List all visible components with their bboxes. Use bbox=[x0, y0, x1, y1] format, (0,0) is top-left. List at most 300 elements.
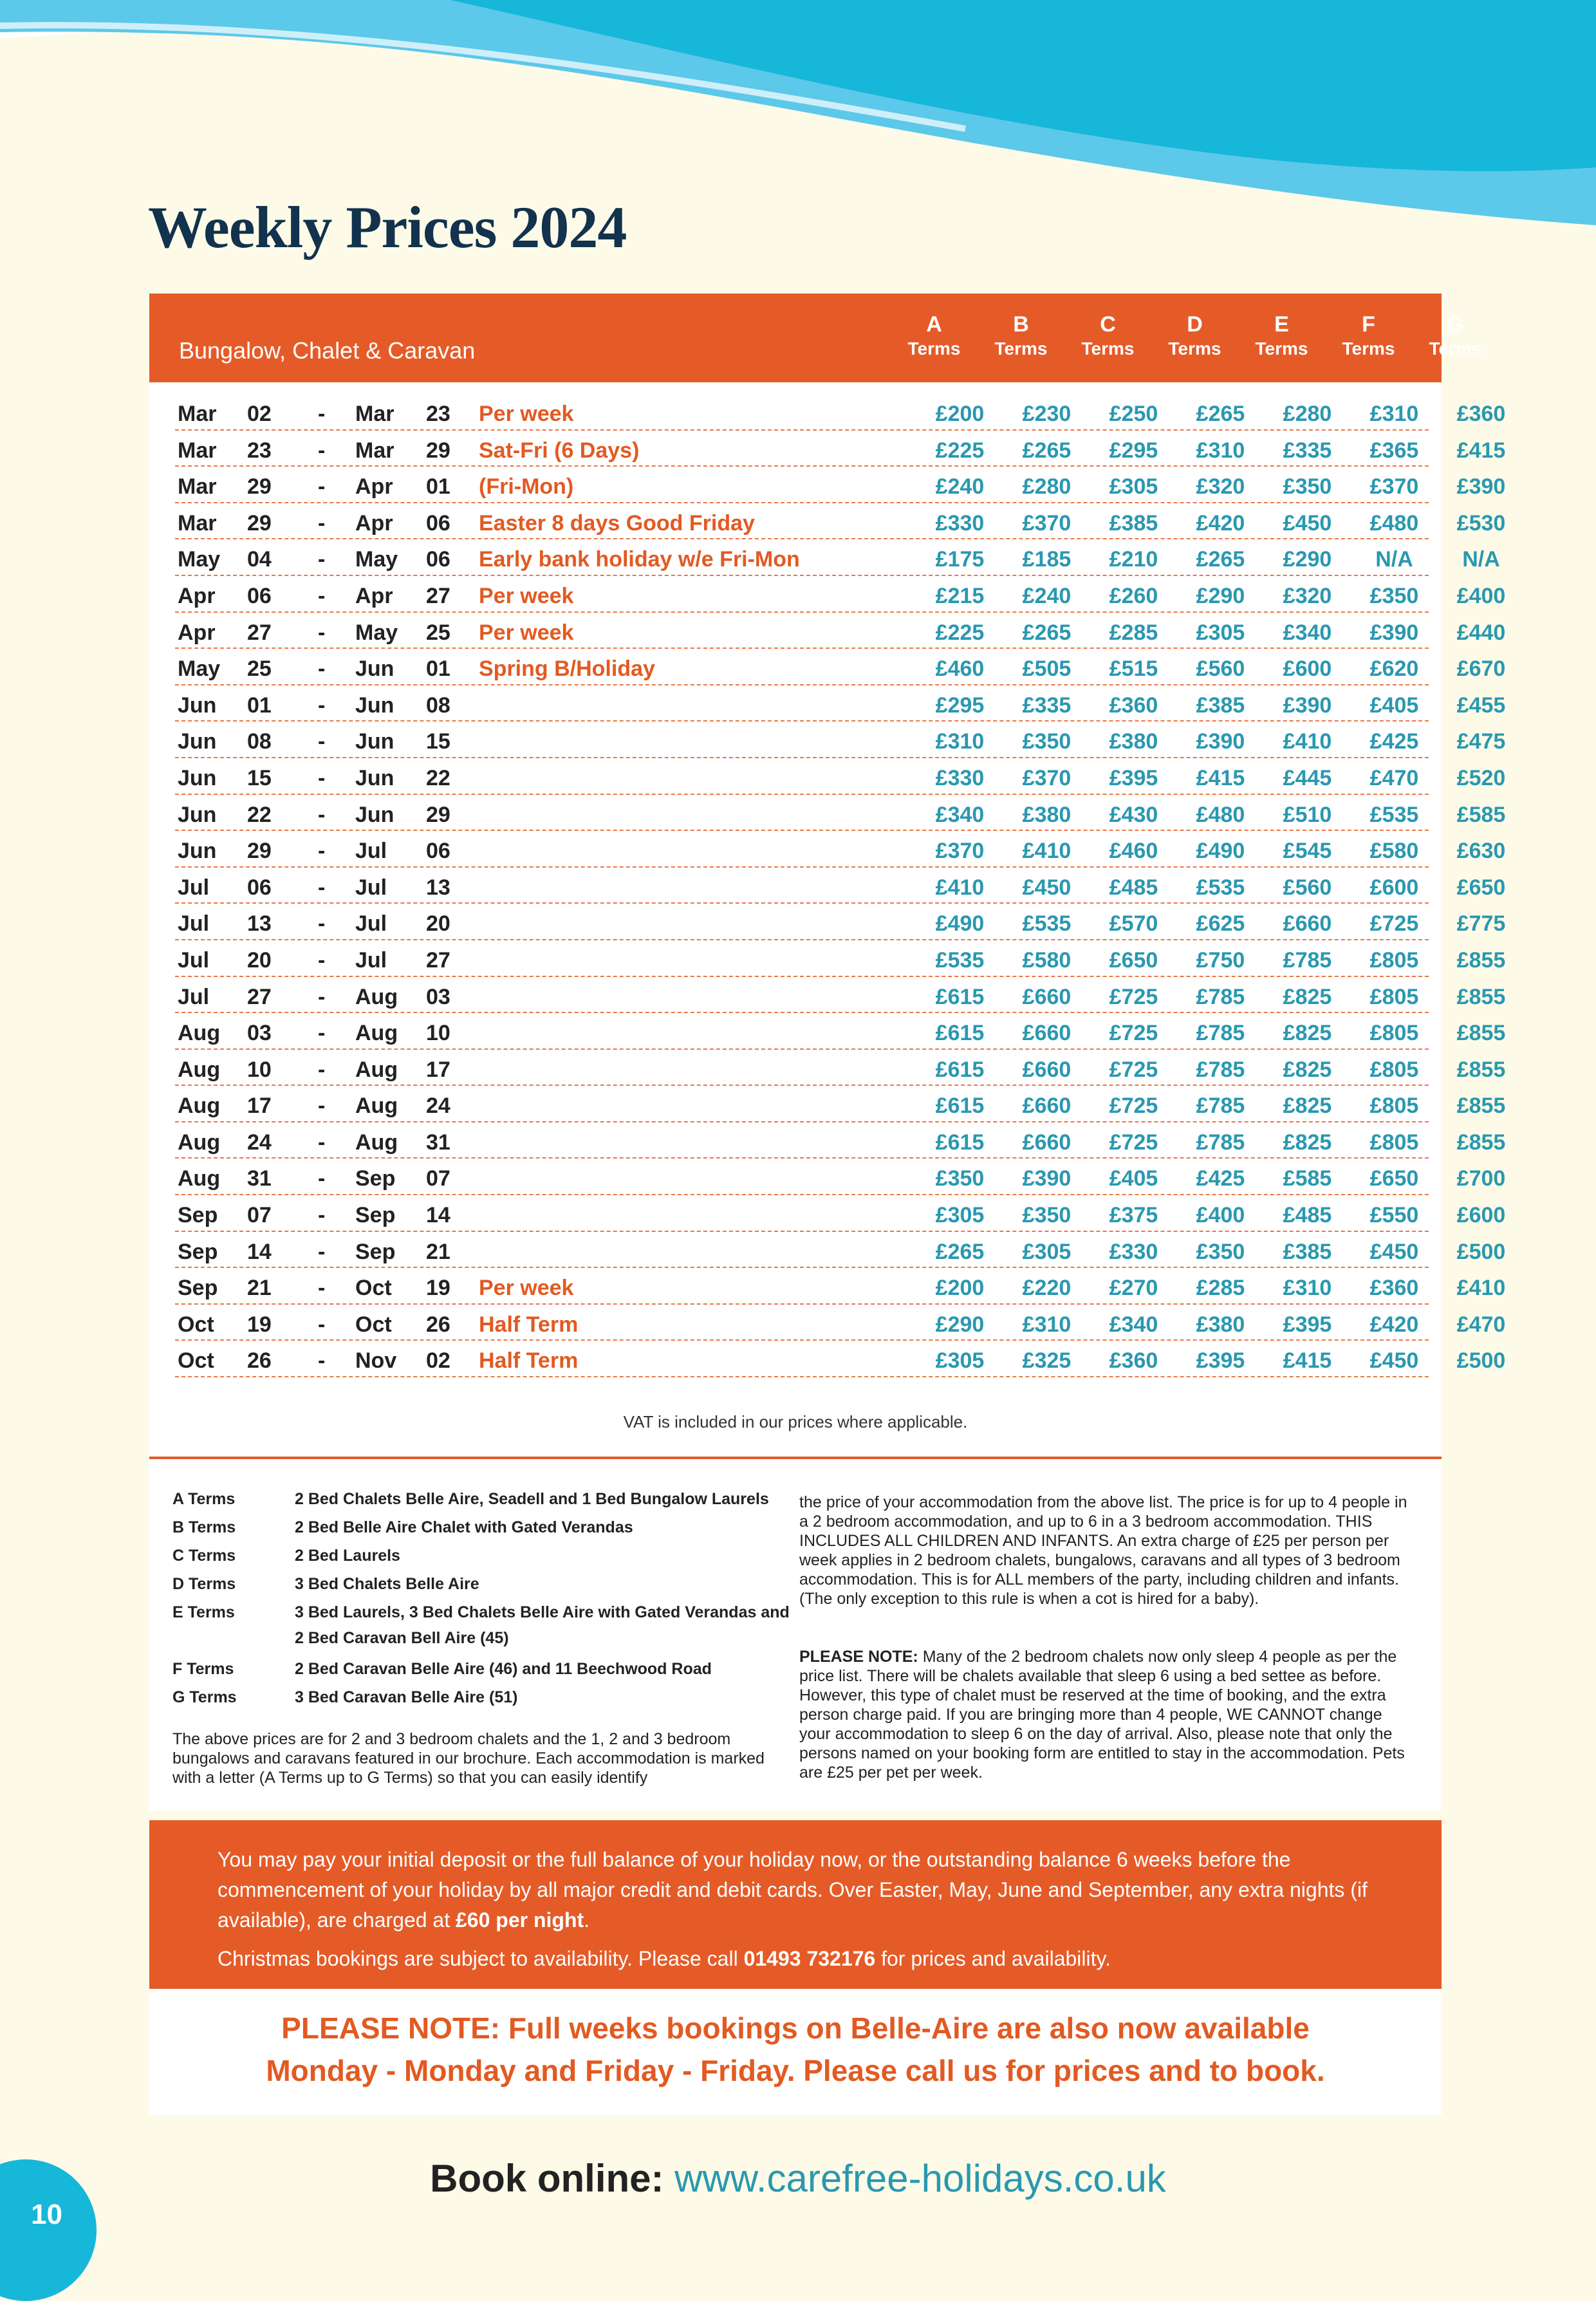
cell-price: £620 bbox=[1369, 657, 1419, 682]
cell-price: £855 bbox=[1456, 1057, 1506, 1082]
cell-price: £220 bbox=[1022, 1276, 1072, 1301]
cell-price: £785 bbox=[1196, 984, 1245, 1009]
table-row bbox=[175, 539, 1500, 576]
cell-price: £520 bbox=[1456, 765, 1506, 790]
table-row bbox=[175, 503, 1506, 540]
cell-d2: 10 bbox=[426, 1021, 450, 1046]
cell-note: Spring B/Holiday bbox=[479, 657, 655, 682]
table-row bbox=[175, 613, 1506, 649]
table-row bbox=[175, 394, 1506, 431]
cell-d1: 29 bbox=[247, 510, 272, 536]
cell-price: £200 bbox=[935, 402, 985, 426]
table-row bbox=[175, 649, 1506, 685]
cell-d2: 27 bbox=[426, 947, 450, 973]
cell-price: £370 bbox=[1022, 510, 1072, 536]
book-online-label: Book online: bbox=[430, 2157, 664, 2200]
date-separator: - bbox=[318, 1021, 326, 1046]
cell-price: £805 bbox=[1369, 1057, 1419, 1082]
cell-m2: Mar bbox=[355, 438, 394, 463]
cell-price: £535 bbox=[1022, 911, 1072, 936]
cell-m1: Apr bbox=[178, 583, 216, 608]
cell-d1: 27 bbox=[247, 984, 272, 1009]
cell-d1: 01 bbox=[247, 693, 272, 718]
cell-d2: 20 bbox=[426, 911, 450, 936]
cell-d2: 01 bbox=[426, 474, 450, 499]
cell-price: £785 bbox=[1196, 1057, 1245, 1082]
cell-d2: 19 bbox=[426, 1276, 450, 1301]
cell-price: £310 bbox=[1283, 1276, 1332, 1301]
cell-m2: Nov bbox=[355, 1348, 397, 1374]
cell-price: £325 bbox=[1022, 1348, 1072, 1374]
cell-d2: 21 bbox=[426, 1239, 450, 1264]
christmas-prefix: Christmas bookings are subject to availability. Please call bbox=[218, 1947, 738, 1970]
column-letter: A bbox=[926, 312, 942, 337]
cell-price: £410 bbox=[1456, 1276, 1506, 1301]
cell-price: £825 bbox=[1283, 984, 1332, 1009]
cell-price: £410 bbox=[935, 875, 985, 900]
cell-d2: 13 bbox=[426, 875, 450, 900]
cell-price: £615 bbox=[935, 1057, 985, 1082]
cell-m2: Sep bbox=[355, 1203, 396, 1228]
cell-price: £415 bbox=[1196, 765, 1245, 790]
column-terms: Terms bbox=[1081, 339, 1135, 359]
date-separator: - bbox=[318, 875, 326, 900]
cell-note: Per week bbox=[479, 620, 574, 645]
date-separator: - bbox=[318, 1312, 326, 1337]
table-row bbox=[175, 758, 1506, 795]
cell-price: £390 bbox=[1456, 474, 1506, 499]
terms-legend-card bbox=[149, 1459, 1442, 1811]
table-row bbox=[175, 1013, 1506, 1050]
date-separator: - bbox=[318, 1057, 326, 1082]
cell-price: £445 bbox=[1283, 765, 1332, 790]
cell-price: £660 bbox=[1283, 911, 1332, 936]
cell-price: £700 bbox=[1456, 1166, 1506, 1191]
terms-description: 3 Bed Chalets Belle Aire bbox=[295, 1575, 479, 1593]
date-separator: - bbox=[318, 839, 326, 864]
cell-m2: Oct bbox=[355, 1312, 392, 1337]
date-separator: - bbox=[318, 984, 326, 1009]
cell-price: £530 bbox=[1456, 510, 1506, 536]
cell-price: £725 bbox=[1109, 1021, 1158, 1046]
date-separator: - bbox=[318, 474, 326, 499]
cell-price: N/A bbox=[1462, 547, 1500, 572]
cell-price: £290 bbox=[1283, 547, 1332, 572]
cell-price: £585 bbox=[1456, 802, 1506, 827]
page-number: 10 bbox=[31, 2199, 62, 2230]
cell-note: Half Term bbox=[479, 1348, 579, 1374]
column-letter: B bbox=[1013, 312, 1029, 337]
cell-m1: Mar bbox=[178, 474, 217, 499]
cell-price: £350 bbox=[1196, 1239, 1245, 1264]
terms-description: 2 Bed Belle Aire Chalet with Gated Verandas bbox=[295, 1518, 633, 1536]
cell-price: £405 bbox=[1369, 693, 1419, 718]
cell-price: £600 bbox=[1369, 875, 1419, 900]
cell-m2: Aug bbox=[355, 984, 398, 1009]
cell-d1: 24 bbox=[247, 1130, 272, 1155]
cell-d2: 17 bbox=[426, 1057, 450, 1082]
cell-d2: 03 bbox=[426, 984, 450, 1009]
cell-m1: May bbox=[178, 657, 221, 682]
date-separator: - bbox=[318, 1166, 326, 1191]
cell-price: £855 bbox=[1456, 947, 1506, 973]
table-header-title: Bungalow, Chalet & Caravan bbox=[179, 337, 476, 364]
cell-m1: Aug bbox=[178, 1166, 221, 1191]
cell-d1: 19 bbox=[247, 1312, 272, 1337]
cell-note: Easter 8 days Good Friday bbox=[479, 510, 755, 536]
cell-d2: 06 bbox=[426, 510, 450, 536]
cell-price: £825 bbox=[1283, 1094, 1332, 1119]
terms-key: E Terms bbox=[172, 1603, 235, 1621]
cell-m1: Aug bbox=[178, 1094, 221, 1119]
cell-note: Per week bbox=[479, 1276, 574, 1301]
date-separator: - bbox=[318, 1203, 326, 1228]
cell-price: £380 bbox=[1196, 1312, 1245, 1337]
cell-m2: Jun bbox=[355, 657, 394, 682]
cell-note: Early bank holiday w/e Fri-Mon bbox=[479, 547, 800, 572]
cell-price: £310 bbox=[1369, 402, 1419, 426]
cell-d2: 22 bbox=[426, 765, 450, 790]
cell-m1: Jun bbox=[178, 839, 217, 864]
cell-note: Sat-Fri (6 Days) bbox=[479, 438, 640, 463]
table-row bbox=[175, 1123, 1506, 1159]
cell-price: £330 bbox=[935, 765, 985, 790]
cell-m1: Aug bbox=[178, 1057, 221, 1082]
please-note-paragraph bbox=[799, 1647, 1417, 1782]
cell-note: Half Term bbox=[479, 1312, 579, 1337]
cell-m1: Sep bbox=[178, 1203, 218, 1228]
cell-m2: Jul bbox=[355, 947, 387, 973]
cell-price: £310 bbox=[935, 729, 985, 754]
christmas-suffix: for prices and availability. bbox=[881, 1947, 1111, 1970]
cell-m2: May bbox=[355, 547, 398, 572]
cell-price: £295 bbox=[1109, 438, 1158, 463]
cell-price: £855 bbox=[1456, 1094, 1506, 1119]
cell-d2: 25 bbox=[426, 620, 450, 645]
cell-price: £450 bbox=[1022, 875, 1072, 900]
cell-price: £855 bbox=[1456, 1021, 1506, 1046]
cell-price: £285 bbox=[1196, 1276, 1245, 1301]
cell-price: £265 bbox=[935, 1239, 985, 1264]
cell-price: £390 bbox=[1196, 729, 1245, 754]
terms-key: C Terms bbox=[172, 1547, 236, 1565]
cell-price: £485 bbox=[1283, 1203, 1332, 1228]
cell-d2: 06 bbox=[426, 547, 450, 572]
cell-price: £390 bbox=[1283, 693, 1332, 718]
cell-m1: Jul bbox=[178, 875, 210, 900]
cell-d1: 20 bbox=[247, 947, 272, 973]
cell-price: £660 bbox=[1022, 1130, 1072, 1155]
cell-m1: Jun bbox=[178, 693, 217, 718]
cell-d2: 08 bbox=[426, 693, 450, 718]
cell-price: £380 bbox=[1109, 729, 1158, 754]
column-header-d bbox=[1151, 313, 1238, 360]
cell-note: Per week bbox=[479, 402, 574, 426]
booking-notice-box bbox=[149, 1989, 1442, 2115]
cell-price: £385 bbox=[1196, 693, 1245, 718]
cell-price: £660 bbox=[1022, 1057, 1072, 1082]
extra-night-price: £60 per night bbox=[456, 1908, 584, 1932]
table-row bbox=[175, 868, 1506, 904]
cell-d2: 02 bbox=[426, 1348, 450, 1374]
cell-m2: Aug bbox=[355, 1094, 398, 1119]
cell-price: £545 bbox=[1283, 839, 1332, 864]
cell-note: Per week bbox=[479, 583, 574, 608]
cell-price: £350 bbox=[1022, 729, 1072, 754]
terms-description: 2 Bed Laurels bbox=[295, 1547, 400, 1565]
date-separator: - bbox=[318, 1239, 326, 1264]
cell-price: £785 bbox=[1196, 1130, 1245, 1155]
cell-price: £725 bbox=[1109, 1094, 1158, 1119]
date-separator: - bbox=[318, 1094, 326, 1119]
cell-d2: 26 bbox=[426, 1312, 450, 1337]
cell-price: £630 bbox=[1456, 839, 1506, 864]
cell-price: £210 bbox=[1109, 547, 1158, 572]
cell-price: £725 bbox=[1109, 1130, 1158, 1155]
column-letter: C bbox=[1100, 312, 1116, 337]
cell-price: £450 bbox=[1283, 510, 1332, 536]
cell-price: £550 bbox=[1369, 1203, 1419, 1228]
cell-d1: 06 bbox=[247, 583, 272, 608]
column-letter: D bbox=[1187, 312, 1203, 337]
cell-m2: Sep bbox=[355, 1239, 396, 1264]
table-row bbox=[175, 1232, 1506, 1269]
cell-price: £490 bbox=[1196, 839, 1245, 864]
cell-price: £415 bbox=[1456, 438, 1506, 463]
cell-price: £285 bbox=[1109, 620, 1158, 645]
column-terms: Terms bbox=[1255, 339, 1308, 359]
table-row bbox=[175, 1159, 1506, 1195]
cell-price: £225 bbox=[935, 438, 985, 463]
cell-price: £370 bbox=[1369, 474, 1419, 499]
cell-price: £535 bbox=[1196, 875, 1245, 900]
cell-price: £395 bbox=[1109, 765, 1158, 790]
terms-description: 3 Bed Laurels, 3 Bed Chalets Belle Aire with Gated Verandas and 2 Bed Caravan Bell Aire (45) bbox=[295, 1603, 790, 1647]
cell-price: £395 bbox=[1196, 1348, 1245, 1374]
date-separator: - bbox=[318, 547, 326, 572]
cell-m1: Mar bbox=[178, 438, 217, 463]
cell-price: £335 bbox=[1283, 438, 1332, 463]
cell-d1: 26 bbox=[247, 1348, 272, 1374]
cell-price: £330 bbox=[935, 510, 985, 536]
cell-m1: Aug bbox=[178, 1130, 221, 1155]
cell-d1: 14 bbox=[247, 1239, 272, 1264]
notice-line-2: Monday - Monday and Friday - Friday. Please call us for prices and to book. bbox=[266, 2054, 1325, 2087]
cell-price: N/A bbox=[1375, 547, 1413, 572]
cell-d1: 27 bbox=[247, 620, 272, 645]
cell-d2: 24 bbox=[426, 1094, 450, 1119]
cell-m1: Oct bbox=[178, 1348, 214, 1374]
cell-m1: Oct bbox=[178, 1312, 214, 1337]
cell-price: £475 bbox=[1456, 729, 1506, 754]
cell-price: £660 bbox=[1022, 1094, 1072, 1119]
cell-d2: 07 bbox=[426, 1166, 450, 1191]
cell-price: £615 bbox=[935, 984, 985, 1009]
cell-price: £270 bbox=[1109, 1276, 1158, 1301]
cell-price: £320 bbox=[1196, 474, 1245, 499]
cell-price: £480 bbox=[1196, 802, 1245, 827]
date-separator: - bbox=[318, 510, 326, 536]
table-row bbox=[175, 904, 1506, 940]
cell-m1: May bbox=[178, 547, 221, 572]
date-separator: - bbox=[318, 765, 326, 790]
cell-m1: Jul bbox=[178, 984, 210, 1009]
cell-m2: Aug bbox=[355, 1021, 398, 1046]
cell-price: £580 bbox=[1022, 947, 1072, 973]
cell-price: £305 bbox=[1022, 1239, 1072, 1264]
cell-price: £330 bbox=[1109, 1239, 1158, 1264]
date-separator: - bbox=[318, 583, 326, 608]
cell-price: £200 bbox=[935, 1276, 985, 1301]
cell-m2: Jun bbox=[355, 802, 394, 827]
cell-price: £420 bbox=[1196, 510, 1245, 536]
terms-intro-text: The above prices are for 2 and 3 bedroom chalets and the 1, 2 and 3 bedroom bungalows and caravans featured in our brochure. Each accommodation is marked with a letter (A Terms up to G Terms) so that you can easily identify bbox=[172, 1730, 765, 1787]
cell-d1: 08 bbox=[247, 729, 272, 754]
cell-price: £350 bbox=[935, 1166, 985, 1191]
cell-price: £650 bbox=[1109, 947, 1158, 973]
cell-price: £400 bbox=[1196, 1203, 1245, 1228]
cell-price: £650 bbox=[1456, 875, 1506, 900]
cell-m2: Jun bbox=[355, 765, 394, 790]
cell-price: £560 bbox=[1283, 875, 1332, 900]
cell-price: £350 bbox=[1283, 474, 1332, 499]
cell-price: £805 bbox=[1369, 984, 1419, 1009]
cell-price: £725 bbox=[1109, 984, 1158, 1009]
cell-price: £260 bbox=[1109, 583, 1158, 608]
cell-price: £460 bbox=[935, 657, 985, 682]
table-row bbox=[175, 722, 1506, 758]
cell-m1: Jun bbox=[178, 765, 217, 790]
column-header-b bbox=[978, 313, 1064, 360]
cell-price: £280 bbox=[1022, 474, 1072, 499]
cell-price: £385 bbox=[1283, 1239, 1332, 1264]
cell-price: £725 bbox=[1109, 1057, 1158, 1082]
cell-price: £215 bbox=[935, 583, 985, 608]
cell-price: £470 bbox=[1369, 765, 1419, 790]
cell-d1: 31 bbox=[247, 1166, 272, 1191]
column-terms: Terms bbox=[907, 339, 961, 359]
column-terms: Terms bbox=[1168, 339, 1221, 359]
cell-m2: Mar bbox=[355, 402, 394, 426]
cell-price: £240 bbox=[1022, 583, 1072, 608]
cell-d1: 03 bbox=[247, 1021, 272, 1046]
cell-price: £625 bbox=[1196, 911, 1245, 936]
cell-price: £670 bbox=[1456, 657, 1506, 682]
cell-price: £425 bbox=[1196, 1166, 1245, 1191]
cell-m1: Sep bbox=[178, 1239, 218, 1264]
cell-price: £855 bbox=[1456, 1130, 1506, 1155]
cell-d1: 23 bbox=[247, 438, 272, 463]
page-title: Weekly Prices 2024 bbox=[148, 194, 627, 260]
cell-price: £440 bbox=[1456, 620, 1506, 645]
cell-d2: 31 bbox=[426, 1130, 450, 1155]
column-terms: Terms bbox=[994, 339, 1048, 359]
cell-price: £450 bbox=[1369, 1239, 1419, 1264]
cell-price: £175 bbox=[935, 547, 985, 572]
cell-price: £375 bbox=[1109, 1203, 1158, 1228]
column-terms: Terms bbox=[1429, 339, 1482, 359]
payment-info-box bbox=[149, 1820, 1442, 1989]
terms-description: 3 Bed Caravan Belle Aire (51) bbox=[295, 1688, 518, 1706]
cell-price: £385 bbox=[1109, 510, 1158, 536]
cell-price: £305 bbox=[935, 1203, 985, 1228]
cell-m2: Jun bbox=[355, 693, 394, 718]
cell-d2: 27 bbox=[426, 583, 450, 608]
cell-price: £805 bbox=[1369, 1094, 1419, 1119]
cell-price: £535 bbox=[935, 947, 985, 973]
cell-price: £470 bbox=[1456, 1312, 1506, 1337]
cell-price: £305 bbox=[935, 1348, 985, 1374]
cell-price: £615 bbox=[935, 1094, 985, 1119]
terms-description: 2 Bed Chalets Belle Aire, Seadell and 1 Bed Bungalow Laurels bbox=[295, 1490, 769, 1508]
cell-price: £785 bbox=[1196, 1021, 1245, 1046]
cell-d1: 02 bbox=[247, 402, 272, 426]
cell-d1: 07 bbox=[247, 1203, 272, 1228]
cell-price: £265 bbox=[1196, 547, 1245, 572]
column-letter: G bbox=[1447, 312, 1464, 337]
book-online-link[interactable]: www.carefree-holidays.co.uk bbox=[674, 2157, 1166, 2200]
column-header-a bbox=[891, 313, 978, 360]
cell-m2: Apr bbox=[355, 510, 393, 536]
date-separator: - bbox=[318, 657, 326, 682]
terms-key: A Terms bbox=[172, 1490, 236, 1508]
date-separator: - bbox=[318, 1276, 326, 1301]
cell-price: £370 bbox=[935, 839, 985, 864]
cell-price: £240 bbox=[935, 474, 985, 499]
terms-description: 2 Bed Caravan Belle Aire (46) and 11 Beechwood Road bbox=[295, 1660, 712, 1678]
cell-price: £415 bbox=[1283, 1348, 1332, 1374]
date-separator: - bbox=[318, 802, 326, 827]
please-note-text: Many of the 2 bedroom chalets now only sleep 4 people as per the price list. There will be chalets available that sleep 6 using a bed settee as before. However, this type of chalet must be reserved at the time of booking, and the extra person charge paid. If you are bringing more than 4 people, WE CANNOT change your accommodation to sleep 6 on the day of arrival. Also, please note that only the persons named on your booking form are entitled to stay in the accommodation. Pets are £25 per pet per week. bbox=[799, 1648, 1405, 1782]
cell-m2: Apr bbox=[355, 583, 393, 608]
cell-d2: 14 bbox=[426, 1203, 450, 1228]
cell-d2: 06 bbox=[426, 839, 450, 864]
cell-price: £265 bbox=[1022, 620, 1072, 645]
cell-price: £320 bbox=[1283, 583, 1332, 608]
cell-price: £280 bbox=[1283, 402, 1332, 426]
cell-price: £500 bbox=[1456, 1348, 1506, 1374]
terms-key: G Terms bbox=[172, 1688, 237, 1706]
cell-m2: Aug bbox=[355, 1130, 398, 1155]
payment-body: You may pay your initial deposit or the full balance of your holiday now, or the outstanding balance 6 weeks before the commencement of your holiday by all major credit and debit cards. Over Easter, May, June and September, any extra nights (if available), are charged at bbox=[218, 1848, 1368, 1932]
table-row bbox=[175, 431, 1506, 467]
cell-m2: Jun bbox=[355, 729, 394, 754]
cell-d2: 23 bbox=[426, 402, 450, 426]
cell-price: £480 bbox=[1369, 510, 1419, 536]
date-separator: - bbox=[318, 947, 326, 973]
cell-price: £750 bbox=[1196, 947, 1245, 973]
cell-m1: Sep bbox=[178, 1276, 218, 1301]
table-row bbox=[175, 1305, 1506, 1341]
cell-price: £390 bbox=[1022, 1166, 1072, 1191]
notice-line-1: PLEASE NOTE: Full weeks bookings on Belle-Aire are also now available bbox=[281, 2011, 1310, 2045]
cell-price: £855 bbox=[1456, 984, 1506, 1009]
cell-price: £510 bbox=[1283, 802, 1332, 827]
column-terms: Terms bbox=[1342, 339, 1395, 359]
cell-price: £580 bbox=[1369, 839, 1419, 864]
cell-d1: 17 bbox=[247, 1094, 272, 1119]
cell-d2: 29 bbox=[426, 438, 450, 463]
cell-price: £310 bbox=[1022, 1312, 1072, 1337]
cell-price: £775 bbox=[1456, 911, 1506, 936]
cell-m2: Apr bbox=[355, 474, 393, 499]
column-letter: E bbox=[1274, 312, 1289, 337]
cell-price: £340 bbox=[935, 802, 985, 827]
cell-price: £395 bbox=[1283, 1312, 1332, 1337]
date-separator: - bbox=[318, 438, 326, 463]
cell-price: £490 bbox=[935, 911, 985, 936]
cell-price: £420 bbox=[1369, 1312, 1419, 1337]
